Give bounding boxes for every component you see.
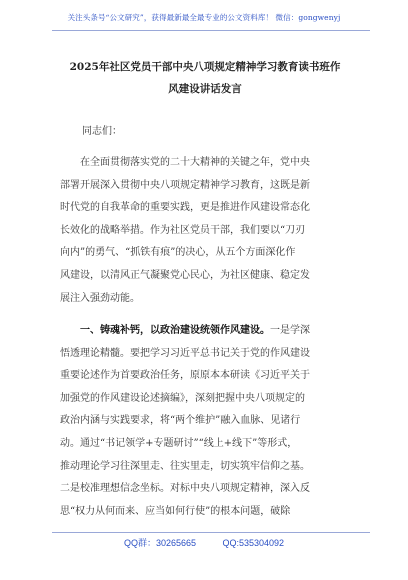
footer-qq-contact: QQ:535304092	[222, 538, 285, 548]
paragraph-line: 悟透理论精髓。要把学习习近平总书记关于党的作风建设	[60, 347, 310, 359]
header-divider	[52, 30, 370, 31]
footer	[0, 536, 408, 549]
paragraph-line: 推动理论学习往深里走、往实里走，切实筑牢信仰之基。	[60, 460, 310, 472]
paragraph-line: 向内”的勇气、“抓铁有痕”的决心，从五个方面深化作	[60, 247, 296, 259]
paragraph-line: 长效化的战略举措。作为社区党员干部，我们要以“刀刃	[60, 224, 306, 236]
header-banner: 关注头条号“公文研究”，获得最新最全最专业的公文资料库！ 微信：gongwenyj	[67, 13, 341, 22]
section-heading: 一、铸魂补钙，以政治建设统领作风建设。	[80, 325, 270, 336]
paragraph-intro	[60, 152, 352, 310]
paragraph-line: 动。通过“书记领学+专题研讨”“线上+线下”等形式，	[60, 437, 298, 449]
title-line: 2025年社区党员干部中央八项规定精神学习教育读书班作	[69, 61, 341, 73]
title-line: 风建设讲话发言	[168, 83, 242, 95]
document-title	[40, 56, 370, 100]
paragraph-section-one	[60, 320, 352, 523]
paragraph-line: 时代党的自我革命的重要实践，更是推进作风建设常态化	[60, 202, 310, 214]
paragraph-line: 展注入强劲动能。	[60, 292, 140, 304]
salutation: 同志们：	[82, 126, 122, 137]
paragraph-line: 风建设，以清风正气凝聚党心民心，为社区健康、稳定发	[60, 269, 310, 281]
paragraph-line: 重要论述作为首要政治任务，原原本本研读《习近平关于	[60, 370, 310, 382]
paragraph-line-rest: 一是学深	[270, 325, 310, 336]
paragraph-line: 思“权力从何而来、应当如何行使”的根本问题，破除	[60, 505, 291, 517]
paragraph-line: 政治内涵与实践要求，将“两个维护”融入血脉、见诸行	[60, 415, 301, 427]
footer-qq-group: QQ群：30265665	[123, 538, 196, 548]
paragraph-line: 在全面贯彻落实党的二十大精神的关键之年，党中央	[80, 157, 310, 168]
paragraph-line: 二是校准理想信念坐标。对标中央八项规定精神，深入反	[60, 483, 310, 495]
footer-divider	[52, 532, 370, 533]
paragraph-line: 加强党的作风建设论述摘编》，深刻把握中央八项规定的	[60, 392, 305, 404]
paragraph-line: 部署开展深入贯彻中央八项规定精神学习教育，这既是新	[60, 179, 310, 191]
paragraph-first-line	[60, 320, 352, 343]
